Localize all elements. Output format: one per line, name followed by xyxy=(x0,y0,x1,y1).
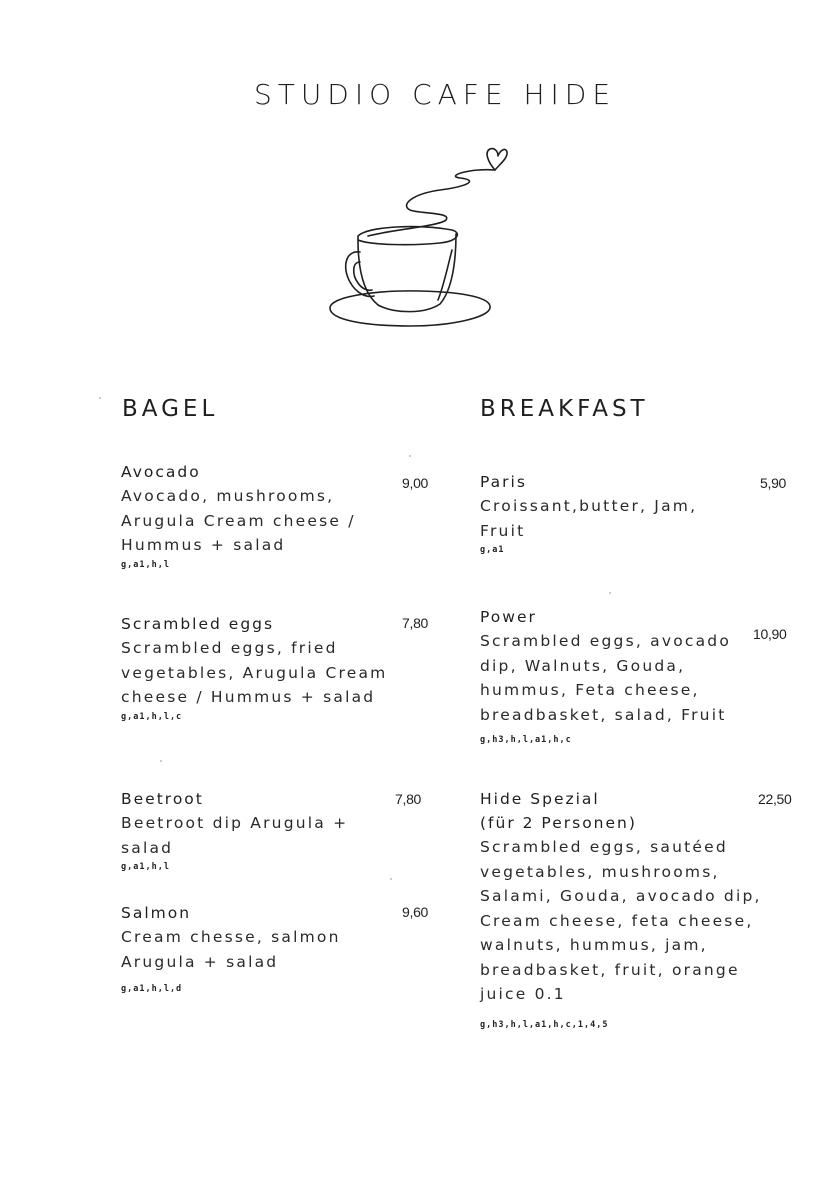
item-description: Cream chesse, salmon Arugula + salad xyxy=(121,928,341,971)
menu-item-avocado xyxy=(121,460,356,571)
item-price: 7,80 xyxy=(395,791,422,807)
item-name: Hide Spezial xyxy=(480,790,600,808)
item-subtitle: (für 2 Personen) xyxy=(480,814,637,832)
item-name: Power xyxy=(480,608,537,626)
scan-speck xyxy=(390,878,392,880)
menu-item-hide-spezial xyxy=(480,787,762,1031)
scan-speck xyxy=(409,455,411,457)
menu-item-paris xyxy=(480,470,697,556)
item-price: 22,50 xyxy=(758,791,792,807)
item-description: Avocado, mushrooms, Arugula Cream cheese / Hummus + salad xyxy=(121,487,356,554)
menu-item-beetroot xyxy=(121,787,348,873)
item-allergens: g,a1,h,l xyxy=(121,559,170,570)
item-allergens: g,a1 xyxy=(480,545,505,555)
item-description: Croissant,butter, Jam, Fruit xyxy=(480,497,698,540)
section-title-bagel: BAGEL xyxy=(122,396,219,422)
scan-speck xyxy=(99,397,101,399)
menu-item-salmon xyxy=(121,901,341,995)
scan-speck xyxy=(160,760,162,762)
item-allergens: g,a1,h,l,d xyxy=(121,984,183,994)
menu-item-scrambled-eggs xyxy=(121,612,387,723)
item-name: Beetroot xyxy=(121,790,204,808)
item-description: Scrambled eggs, avocado dip, Walnuts, Gouda, hummus, Feta cheese, breadbasket, salad, Fruit xyxy=(480,632,732,724)
menu-item-power xyxy=(480,605,731,746)
item-name: Paris xyxy=(480,473,527,491)
item-name: Avocado xyxy=(121,463,201,481)
item-price: 10,90 xyxy=(753,626,787,642)
item-price: 9,60 xyxy=(402,904,429,920)
item-description: Scrambled eggs, fried vegetables, Arugula Cream cheese / Hummus + salad xyxy=(121,639,388,706)
item-allergens: g,h3,h,l,a1,h,c xyxy=(480,735,572,745)
item-price: 5,90 xyxy=(760,475,787,491)
item-name: Salmon xyxy=(121,904,192,922)
item-allergens: g,a1,h,l,c xyxy=(121,711,183,722)
cafe-title: STUDIO CAFE HIDE xyxy=(253,78,617,111)
item-allergens: g,h3,h,l,a1,h,c,1,4,5 xyxy=(480,1019,609,1030)
section-title-breakfast: BREAKFAST xyxy=(480,396,649,422)
item-price: 9,00 xyxy=(402,475,429,491)
item-description: Scrambled eggs, sautéed vegetables, mushrooms, Salami, Gouda, avocado dip, Cream cheese, feta cheese, walnuts, hummus, jam, breadbasket, fruit, orange juice 0.1 xyxy=(480,838,762,1003)
item-allergens: g,a1,h,l xyxy=(121,862,170,872)
item-name: Scrambled eggs xyxy=(121,615,275,633)
item-price: 7,80 xyxy=(402,615,429,631)
item-description: Beetroot dip Arugula + salad xyxy=(121,814,349,857)
coffee-cup-heart-steam-icon xyxy=(318,140,518,330)
scan-speck xyxy=(609,592,611,594)
